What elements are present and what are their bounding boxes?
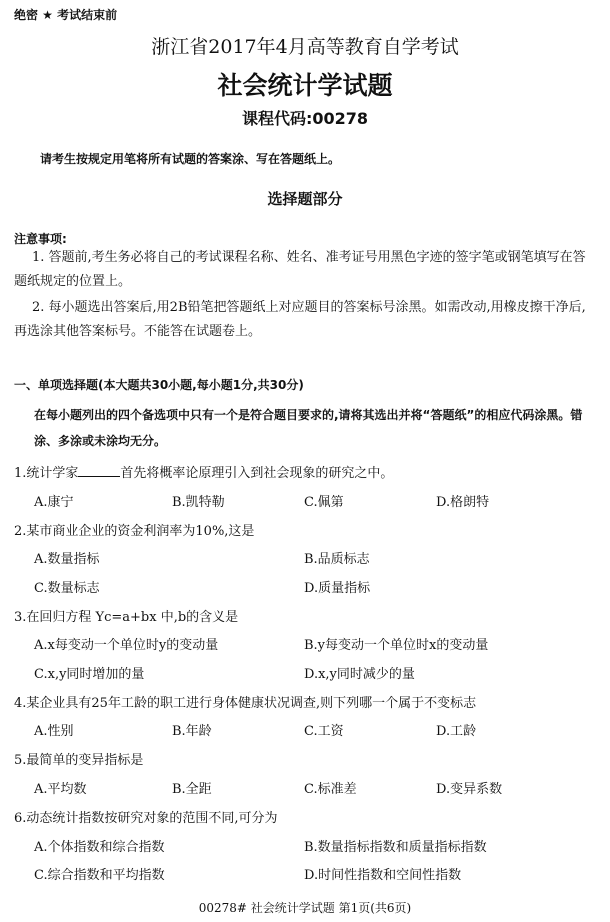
answer-blank [78,464,120,477]
q6-option-a: A.个体指数和综合指数 [34,840,165,855]
secret-label: 绝密 ★ 考试结束前 [14,8,118,22]
q4-option-c: C.工资 [304,724,344,739]
q6-option-b: B.数量指标指数和质量指标指数 [304,840,487,855]
part1-instruction: 在每小题列出的四个备选项中只有一个是符合题目要求的,请将其选出并将“答题纸”的相应代码涂黑。错涂、多涂或未涂均无分。 [34,408,583,448]
q2-option-b: B.品质标志 [304,552,370,567]
q6-option-c: C.综合指数和平均指数 [34,868,165,883]
question-3-stem: 3.在回归方程 Yc=a+bx 中,b的含义是 [14,610,239,625]
question-2-stem: 2.某市商业企业的资金利润率为10%,这是 [14,524,255,539]
q5-option-b: B.全距 [172,782,212,797]
q1-option-a: A.康宁 [34,495,74,510]
q3-option-b: B.y每变动一个单位时x的变动量 [304,638,489,653]
question-1-stem [14,462,393,481]
q3-option-d: D.x,y同时减少的量 [304,667,415,682]
q5-option-a: A.平均数 [34,782,87,797]
q5-option-c: C.标准差 [304,782,357,797]
q4-option-d: D.工龄 [436,724,477,739]
q5-option-d: D.变异系数 [436,782,503,797]
page-footer: 00278# 社会统计学试题 第1页(共6页) [198,901,412,915]
q2-option-a: A.数量指标 [34,552,100,567]
note-item-1: 1. 答题前,考生务必将自己的考试课程名称、姓名、准考证号用黑色字迹的签字笔或钢笔填写在答题纸规定的位置上。 [14,250,586,289]
q6-option-d: D.时间性指数和空间性指数 [304,868,462,883]
question-1-stem-post: 首先将概率论原理引入到社会现象的研究之中。 [120,466,394,481]
section-title: 选择题部分 [267,190,343,208]
question-5-stem: 5.最简单的变异指标是 [14,753,144,768]
q2-option-d: D.质量指标 [304,581,371,596]
q4-option-a: A.性别 [34,724,74,739]
q1-option-d: D.格朗特 [436,495,490,510]
q1-option-c: C.佩第 [304,495,344,510]
q2-option-c: C.数量标志 [34,581,100,596]
exam-title: 浙江省2017年4月高等教育自学考试 [151,36,459,58]
q1-option-b: B.凯特勒 [172,495,225,510]
part1-heading: 一、单项选择题(本大题共30小题,每小题1分,共30分) [14,378,304,392]
q4-option-b: B.年龄 [172,724,212,739]
paper-title: 社会统计学试题 [217,71,393,100]
note-item-2: 2. 每小题选出答案后,用2B铅笔把答题纸上对应题目的答案标号涂黑。如需改动,用橡皮擦干净后,再选涂其他答案标号。不能答在试题卷上。 [14,300,586,339]
question-4-stem: 4.某企业具有25年工龄的职工进行身体健康状况调查,则下列哪一个属于不变标志 [14,696,477,711]
notes-heading: 注意事项: [14,232,67,246]
question-6-stem: 6.动态统计指数按研究对象的范围不同,可分为 [14,811,278,826]
course-code: 课程代码:00278 [241,109,369,128]
question-1-stem-pre: 1.统计学家 [14,466,79,481]
q3-option-c: C.x,y同时增加的量 [34,667,145,682]
q3-option-a: A.x每变动一个单位时y的变动量 [34,638,219,653]
answer-instruction: 请考生按规定用笔将所有试题的答案涂、写在答题纸上。 [40,152,341,166]
